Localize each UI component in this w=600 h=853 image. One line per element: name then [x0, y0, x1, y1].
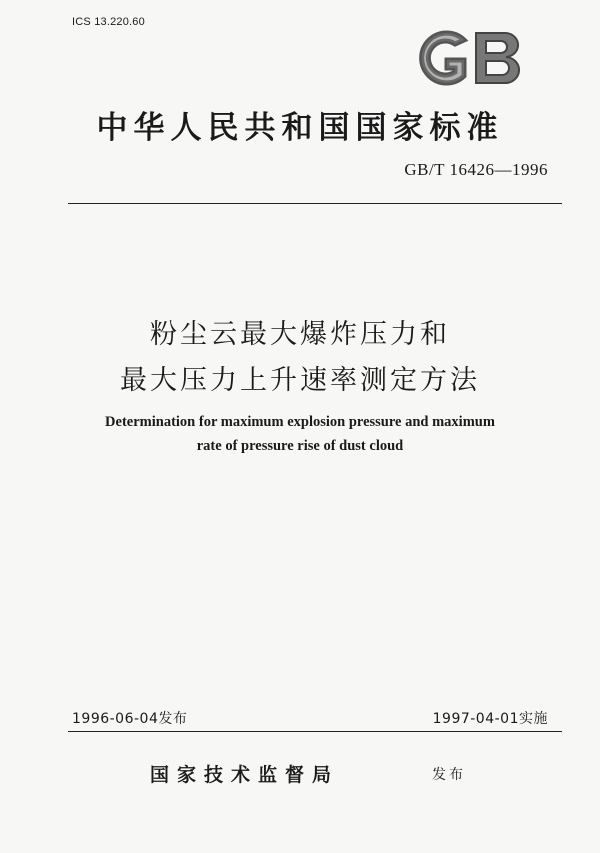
ics-code: ICS 13.220.60 [72, 16, 145, 28]
standard-title: 中华人民共和国国家标准 [96, 110, 504, 146]
chinese-title-line-2: 最大压力上升速率测定方法 [120, 365, 480, 396]
bottom-divider [68, 731, 562, 732]
english-title-line-2: rate of pressure rise of dust cloud [196, 438, 404, 454]
issue-label: 发布 [432, 767, 466, 783]
gb-logo [414, 26, 530, 90]
effective-date: 1997-04-01实施 [432, 711, 548, 727]
publish-date: 1996-06-04发布 [72, 711, 188, 727]
issuing-authority: 国家技术监督局 [150, 764, 340, 786]
english-title-line-1: Determination for maximum explosion pressure and maximum [105, 414, 495, 430]
chinese-title-line-1: 粉尘云最大爆炸压力和 [150, 319, 450, 350]
top-divider [68, 203, 562, 204]
standard-number: GB/T 16426—1996 [404, 160, 548, 179]
